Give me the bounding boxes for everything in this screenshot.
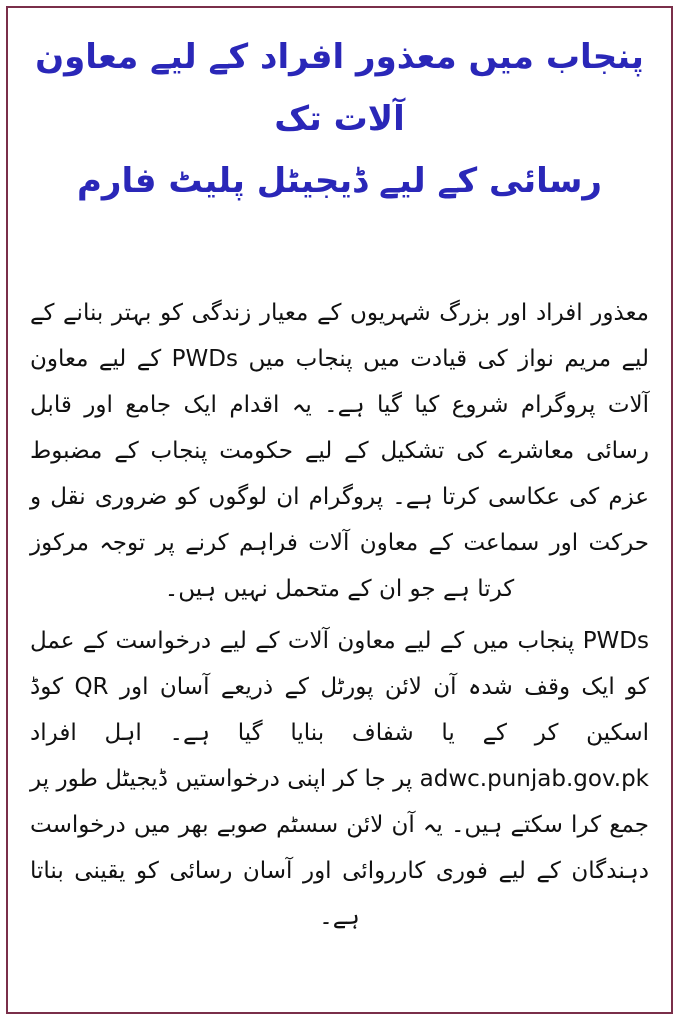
paragraph-2: PWDs پنجاب میں کے لیے معاون آلات کے لیے درخواست کے عمل کو ایک وقف شدہ آن لائن پورٹل کے ذریعے آسان اور QR کوڈ اسکین کر کے یا شفاف بنایا گیا ہے۔ اہل افراد adwc.punjab.gov.pk پر جا کر اپنی درخواستیں ڈیجیٹل طور پر جمع کرا سکتے ہیں۔ یہ آن لائن سسٹم صوبے بھر میں درخواست دہندگان کے لیے فوری کارروائی اور آسان رسائی کو یقینی بناتا ہے۔ (30, 628, 649, 930)
page-title (30, 22, 649, 212)
page-frame (6, 6, 673, 1014)
title-line-1: پنجاب میں معذور افراد کے لیے معاون آلات تک (35, 37, 644, 139)
paragraph-1: معذور افراد اور بزرگ شہریوں کے معیار زندگی کو بہتر بنانے کے لیے مریم نواز کی قیادت میں پنجاب میں PWDs کے لیے معاون آلات پروگرام شروع کیا گیا ہے۔ یہ اقدام ایک جامع اور قابل رسائی معاشرے کی تشکیل کے لیے حکومت پنجاب کے مضبوط عزم کی عکاسی کرتا ہے۔ پروگرام ان لوگوں کو ضروری نقل و حرکت اور سماعت کے معاون آلات فراہم کرنے پر توجہ مرکوز کرتا ہے جو ان کے متحمل نہیں ہیں۔ (30, 300, 649, 602)
title-line-2: رسائی کے لیے ڈیجیٹل پلیٹ فارم (77, 161, 602, 201)
